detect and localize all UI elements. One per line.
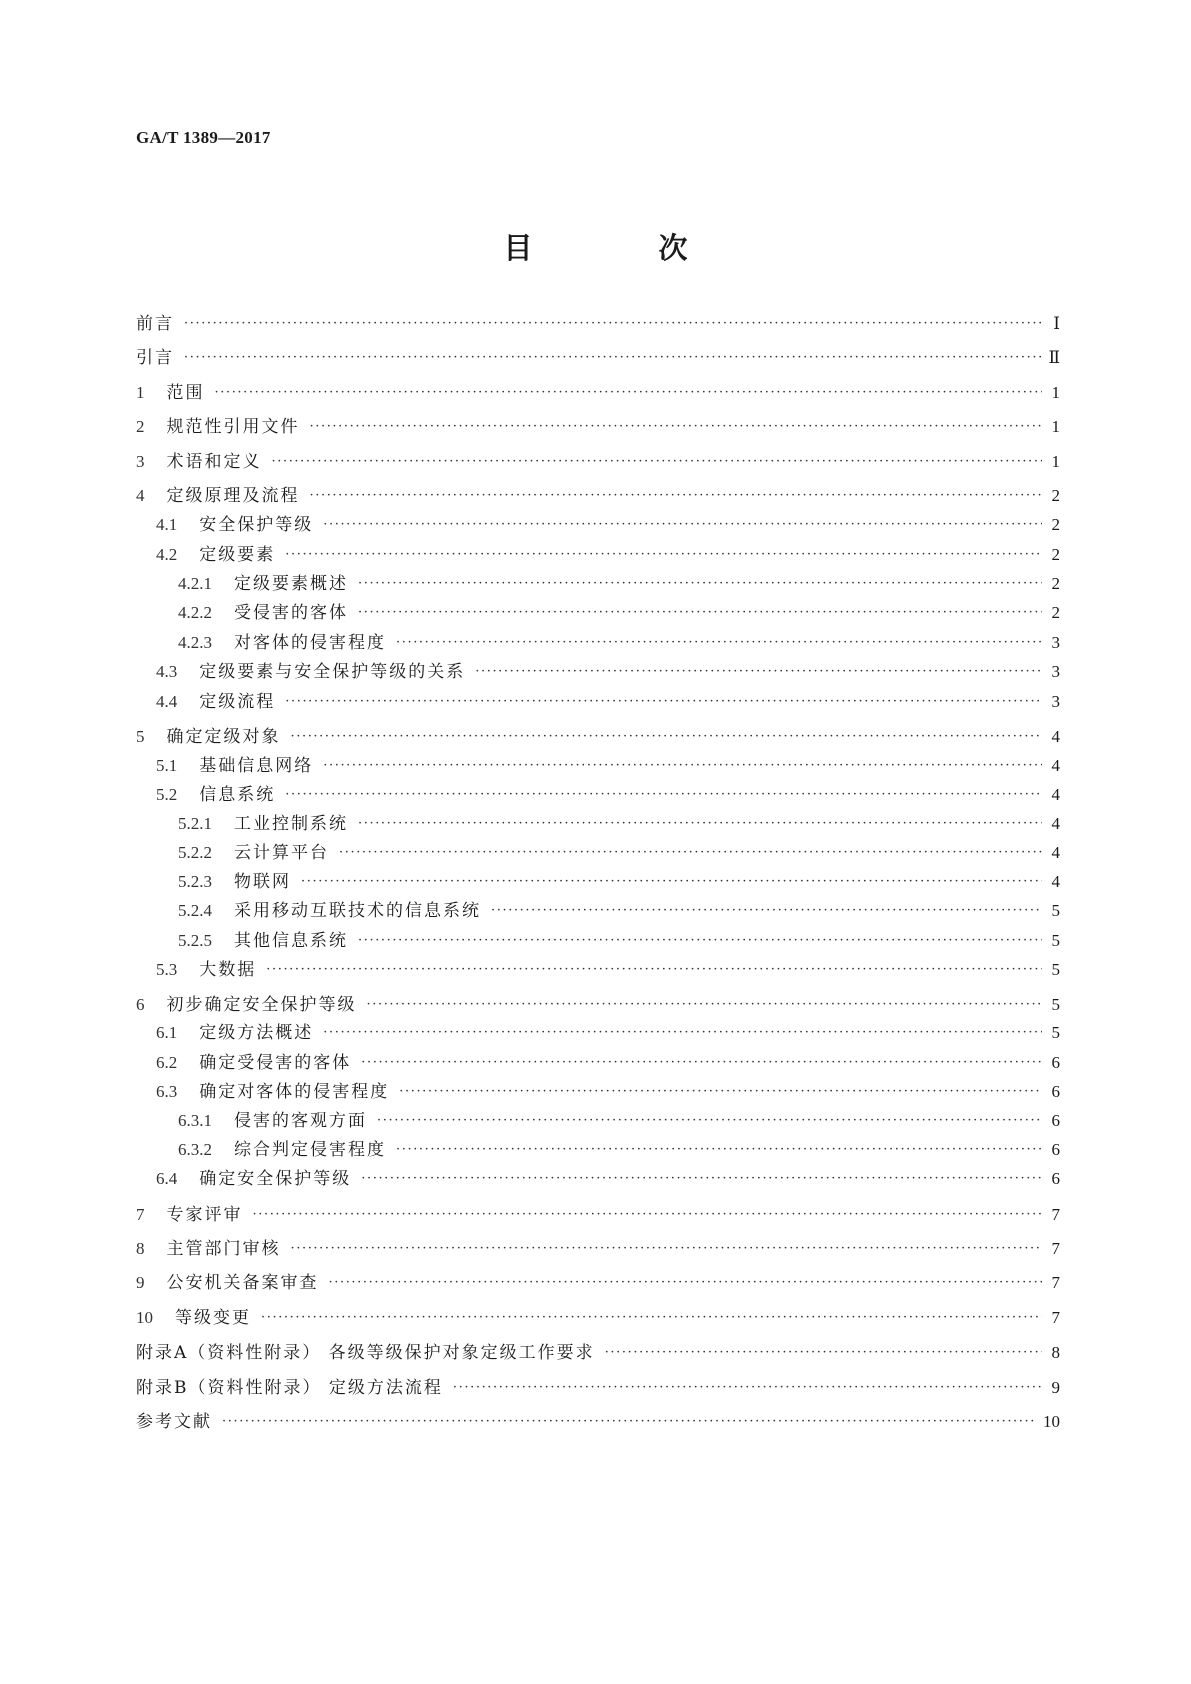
- toc-dot-leader: [222, 1407, 1037, 1437]
- toc-entry[interactable]: [156, 687, 1060, 717]
- toc-entry-label: 物联网: [234, 872, 291, 892]
- toc-dot-leader: [323, 510, 1042, 540]
- toc-entry-label: 确定受侵害的客体: [199, 1053, 352, 1073]
- toc-entry-page: 1: [1051, 452, 1060, 471]
- toc-dot-leader: [396, 1135, 1042, 1165]
- toc-dot-leader: [272, 447, 1043, 477]
- toc-entry-page: 3: [1051, 662, 1060, 681]
- toc-entry-page: Ⅰ: [1053, 314, 1060, 333]
- toc-dot-leader: [453, 1373, 1042, 1403]
- toc-dot-leader: [339, 838, 1042, 868]
- toc-entry-number: 5.2.2: [178, 843, 212, 862]
- toc-entry-label: 等级变更: [175, 1308, 251, 1328]
- toc-entry-label: 主管部门审核: [166, 1239, 281, 1259]
- toc-entry-page: 10: [1043, 1412, 1060, 1431]
- toc-entry-label: 信息系统: [199, 785, 276, 805]
- toc-entry[interactable]: [178, 628, 1060, 658]
- toc-entry-number: 7: [136, 1205, 145, 1224]
- toc-entry-page: 4: [1051, 727, 1060, 746]
- toc-entry-page: 4: [1051, 814, 1060, 833]
- toc-entry-page: 1: [1051, 417, 1060, 436]
- toc-entry[interactable]: [178, 896, 1060, 926]
- toc-title: 目 次: [503, 231, 746, 265]
- toc-entry-page: 6: [1051, 1082, 1060, 1101]
- toc-entry-number: 4.2.1: [178, 574, 212, 593]
- toc-entry[interactable]: [156, 751, 1060, 781]
- toc-dot-leader: [285, 540, 1042, 570]
- toc-entry[interactable]: [156, 780, 1060, 810]
- toc-entry-number: 5.2.1: [178, 814, 212, 833]
- toc-entry[interactable]: [136, 1373, 1060, 1403]
- toc-entry-page: 7: [1051, 1308, 1060, 1327]
- toc-entry-page: 6: [1051, 1111, 1060, 1130]
- toc-entry[interactable]: [156, 1077, 1060, 1107]
- toc-entry-number: 4.1: [156, 515, 178, 534]
- toc-entry-label: 定级要素概述: [234, 574, 348, 594]
- toc-dot-leader: [475, 657, 1042, 687]
- toc-entry-label: 受侵害的客体: [234, 603, 348, 623]
- toc-entry-page: 5: [1051, 931, 1060, 950]
- toc-entry-page: 3: [1051, 633, 1060, 652]
- toc-dot-leader: [361, 1048, 1042, 1078]
- toc-entry[interactable]: [136, 412, 1060, 442]
- toc-dot-leader: [323, 1018, 1042, 1048]
- toc-entry-label: 定级要素与安全保护等级的关系: [199, 662, 466, 682]
- toc-dot-leader: [329, 1268, 1043, 1298]
- toc-entry-label: 术语和定义: [166, 452, 262, 472]
- toc-entry-label: 初步确定安全保护等级: [166, 995, 357, 1015]
- toc-entry-page: 1: [1051, 383, 1060, 402]
- toc-entry-number: 3: [136, 452, 145, 471]
- toc-entry[interactable]: [178, 569, 1060, 599]
- toc-entry-page: 7: [1051, 1273, 1060, 1292]
- toc-entry[interactable]: [178, 1106, 1060, 1136]
- toc-entry-number: 9: [136, 1273, 145, 1292]
- toc-entry-number: 10: [136, 1308, 153, 1327]
- toc-entry[interactable]: [156, 1048, 1060, 1078]
- toc-dot-leader: [358, 569, 1042, 599]
- toc-entry-page: 4: [1051, 843, 1060, 862]
- toc-entry-page: 6: [1051, 1053, 1060, 1072]
- toc-entry-label: 专家评审: [166, 1205, 243, 1225]
- toc-entry-page: 4: [1051, 872, 1060, 891]
- toc-dot-leader: [285, 780, 1042, 810]
- toc-dot-leader: [491, 896, 1042, 926]
- toc-entry-page: 7: [1051, 1239, 1060, 1258]
- toc-dot-leader: [301, 867, 1042, 897]
- toc-entry[interactable]: [136, 1338, 1060, 1368]
- toc-entry-label: 参考文献: [136, 1412, 212, 1432]
- toc-entry[interactable]: [136, 1200, 1060, 1230]
- toc-entry-label: 其他信息系统: [234, 931, 348, 951]
- toc-entry-label: 综合判定侵害程度: [234, 1140, 386, 1160]
- toc-entry[interactable]: [136, 447, 1060, 477]
- toc-entry[interactable]: [136, 343, 1060, 373]
- toc-entry[interactable]: [156, 657, 1060, 687]
- toc-entry[interactable]: [156, 955, 1060, 985]
- toc-entry-number: 6.2: [156, 1053, 178, 1072]
- toc-entry-page: 3: [1051, 692, 1060, 711]
- toc-entry[interactable]: [178, 867, 1060, 897]
- toc-entry[interactable]: [178, 598, 1060, 628]
- toc-entry-label: 前言: [136, 314, 174, 334]
- toc-entry-page: 6: [1051, 1140, 1060, 1159]
- toc-entry-page: 2: [1051, 603, 1060, 622]
- toc-entry[interactable]: [178, 838, 1060, 868]
- toc-entry[interactable]: [136, 990, 1060, 1020]
- toc-entry[interactable]: [156, 1164, 1060, 1194]
- toc-entry[interactable]: [136, 378, 1060, 408]
- toc-entry-page: 7: [1051, 1205, 1060, 1224]
- toc-entry-page: 5: [1051, 901, 1060, 920]
- toc-dot-leader: [377, 1106, 1042, 1136]
- toc-entry[interactable]: [136, 1234, 1060, 1264]
- toc-entry-number: 6.3.2: [178, 1140, 212, 1159]
- toc-dot-leader: [310, 481, 1043, 511]
- toc-dot-leader: [323, 751, 1042, 781]
- toc-entry-label: 确定对客体的侵害程度: [199, 1082, 390, 1102]
- toc-dot-leader: [605, 1338, 1042, 1368]
- toc-entry-number: 6: [136, 995, 145, 1014]
- toc-entry-number: 4.2.3: [178, 633, 212, 652]
- toc-entry-label: 附录A（资料性附录） 各级等级保护对象定级工作要求: [136, 1343, 595, 1363]
- toc-entry-page: 4: [1051, 756, 1060, 775]
- toc-entry-number: 5.3: [156, 960, 178, 979]
- toc-entry-page: 2: [1051, 574, 1060, 593]
- toc-entry-label: 定级要素: [199, 545, 276, 565]
- toc-entry-label: 确定安全保护等级: [199, 1169, 352, 1189]
- toc-entry[interactable]: [136, 481, 1060, 511]
- toc-dot-leader: [215, 378, 1043, 408]
- toc-entry-label: 大数据: [199, 960, 257, 980]
- toc-entry-label: 安全保护等级: [199, 515, 314, 535]
- toc-dot-leader: [399, 1077, 1042, 1107]
- toc-entry-label: 公安机关备案审查: [166, 1273, 319, 1293]
- toc-dot-leader: [367, 990, 1043, 1020]
- toc-entry[interactable]: [156, 540, 1060, 570]
- toc-entry-label: 规范性引用文件: [166, 417, 300, 437]
- toc-entry-number: 5.2: [156, 785, 178, 804]
- toc-entry-page: 2: [1051, 515, 1060, 534]
- toc-dot-leader: [266, 955, 1042, 985]
- toc-entry-number: 6.3: [156, 1082, 178, 1101]
- toc-dot-leader: [285, 687, 1042, 717]
- toc-dot-leader: [358, 926, 1042, 956]
- toc-entry-page: 5: [1051, 960, 1060, 979]
- toc-entry-label: 采用移动互联技术的信息系统: [234, 901, 481, 921]
- toc-entry-page: 2: [1051, 545, 1060, 564]
- toc-entry-page: 9: [1051, 1378, 1060, 1397]
- toc-entry-number: 8: [136, 1239, 145, 1258]
- toc-entry-page: Ⅱ: [1048, 348, 1060, 367]
- toc-entry-label: 工业控制系统: [234, 814, 348, 834]
- toc-entry-number: 5.2.5: [178, 931, 212, 950]
- toc-entry[interactable]: [178, 809, 1060, 839]
- toc-entry-label: 基础信息网络: [199, 756, 314, 776]
- toc-dot-leader: [184, 343, 1042, 373]
- toc-entry-number: 2: [136, 417, 145, 436]
- toc-dot-leader: [310, 412, 1043, 442]
- toc-entry-label: 范围: [166, 383, 205, 403]
- toc-entry-label: 侵害的客观方面: [234, 1111, 367, 1131]
- toc-entry-number: 5: [136, 727, 145, 746]
- toc-entry-page: 2: [1051, 486, 1060, 505]
- toc-entry-label: 云计算平台: [234, 843, 329, 863]
- toc-entry-number: 6.1: [156, 1023, 178, 1042]
- toc-entry-label: 对客体的侵害程度: [234, 633, 386, 653]
- toc-entry-number: 4.3: [156, 662, 178, 681]
- toc-entry[interactable]: [178, 1135, 1060, 1165]
- toc-entry[interactable]: [156, 1018, 1060, 1048]
- toc-entry-number: 6.3.1: [178, 1111, 212, 1130]
- toc-entry-label: 附录B（资料性附录） 定级方法流程: [136, 1378, 443, 1398]
- toc-dot-leader: [291, 722, 1043, 752]
- toc-entry-page: 5: [1051, 995, 1060, 1014]
- toc-entry[interactable]: [136, 309, 1060, 339]
- toc-entry-page: 8: [1051, 1343, 1060, 1362]
- toc-entry[interactable]: [136, 1303, 1060, 1333]
- toc-dot-leader: [358, 809, 1042, 839]
- toc-dot-leader: [291, 1234, 1043, 1264]
- toc-entry-number: 4.4: [156, 692, 178, 711]
- toc-entry-number: 1: [136, 383, 145, 402]
- toc-dot-leader: [396, 628, 1042, 658]
- toc-entry-label: 引言: [136, 348, 174, 368]
- toc-entry-page: 6: [1051, 1169, 1060, 1188]
- toc-entry-label: 定级流程: [199, 692, 276, 712]
- toc-entry-number: 4.2: [156, 545, 178, 564]
- toc-entry[interactable]: [136, 1407, 1060, 1437]
- toc-dot-leader: [358, 598, 1042, 628]
- document-code: GA/T 1389—2017: [136, 128, 271, 147]
- toc-entry-number: 5.2.3: [178, 872, 212, 891]
- toc-entry[interactable]: [136, 722, 1060, 752]
- toc-entry[interactable]: [178, 926, 1060, 956]
- toc-entry-label: 定级方法概述: [199, 1023, 314, 1043]
- toc-dot-leader: [253, 1200, 1043, 1230]
- toc-entry-label: 确定定级对象: [166, 727, 281, 747]
- toc-entry-number: 4.2.2: [178, 603, 212, 622]
- toc-dot-leader: [261, 1303, 1042, 1333]
- toc-entry-number: 4: [136, 486, 145, 505]
- toc-entry-page: 4: [1051, 785, 1060, 804]
- toc-entry[interactable]: [136, 1268, 1060, 1298]
- toc-dot-leader: [184, 309, 1042, 339]
- toc-entry[interactable]: [156, 510, 1060, 540]
- toc-entry-number: 5.1: [156, 756, 178, 775]
- toc-entry-number: 6.4: [156, 1169, 178, 1188]
- toc-entry-number: 5.2.4: [178, 901, 212, 920]
- toc-dot-leader: [361, 1164, 1042, 1194]
- toc-entry-page: 5: [1051, 1023, 1060, 1042]
- toc-entry-label: 定级原理及流程: [166, 486, 300, 506]
